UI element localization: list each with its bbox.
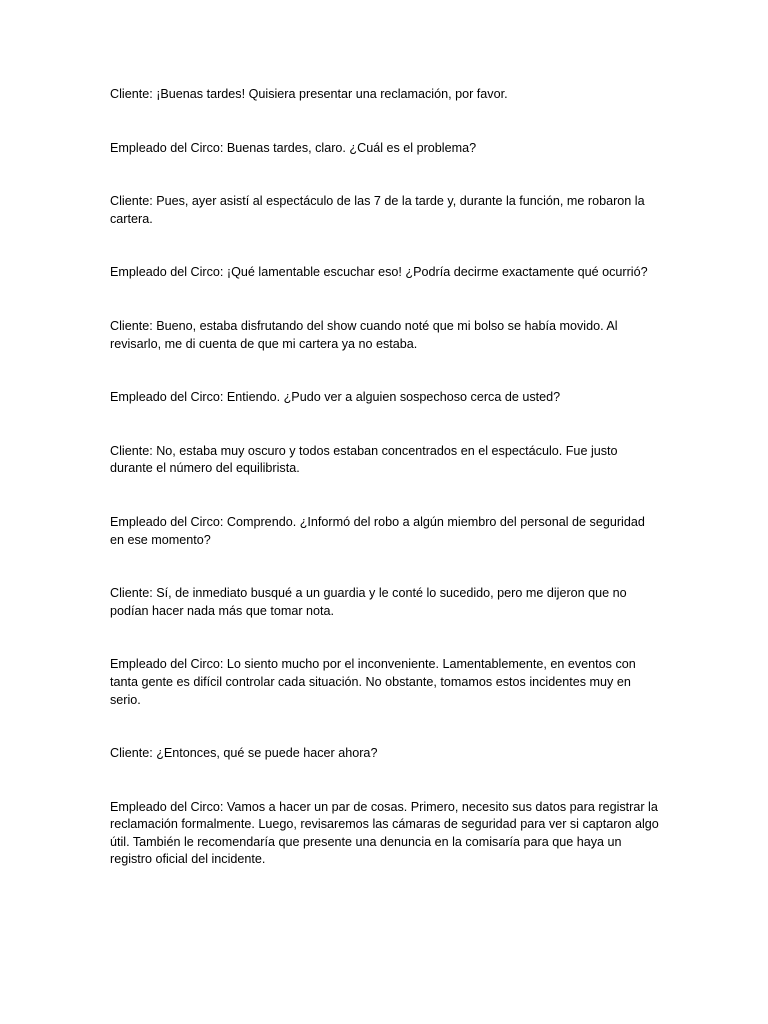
dialogue-line: Empleado del Circo: Buenas tardes, claro. ¿Cuál es el problema? <box>110 140 477 155</box>
dialogue-line: Empleado del Circo: Vamos a hacer un par de cosas. Primero, necesito sus datos para registrar la reclamación formalmente. Luego, revisaremos las cámaras de seguridad para ver si captaron algo útil. También le recomendaría que presente una denuncia en la comisaría para que haya un registro oficial del incidente. <box>110 799 659 867</box>
dialogue-line: Cliente: ¿Entonces, qué se puede hacer ahora? <box>110 746 378 761</box>
dialogue-line: Cliente: Sí, de inmediato busqué a un guardia y le conté lo sucedido, pero me dijeron que no podían hacer nada más que tomar nota. <box>110 586 627 618</box>
dialogue-line: Cliente: No, estaba muy oscuro y todos estaban concentrados en el espectáculo. Fue justo durante el número del equilibrista. <box>110 443 618 476</box>
dialogue-line: Cliente: ¡Buenas tardes! Quisiera presentar una reclamación, por favor. <box>110 87 508 101</box>
dialogue-body <box>110 86 662 905</box>
dialogue-line: Cliente: Bueno, estaba disfrutando del show cuando noté que mi bolso se había movido. Al revisarlo, me di cuenta de que mi cartera ya no estaba. <box>110 318 618 351</box>
dialogue-line: Empleado del Circo: Entiendo. ¿Pudo ver a alguien sospechoso cerca de usted? <box>110 390 561 405</box>
dialogue-line: Cliente: Pues, ayer asistí al espectáculo de las 7 de la tarde y, durante la función, me robaron la cartera. <box>110 194 645 226</box>
dialogue-line: Empleado del Circo: Comprendo. ¿Informó del robo a algún miembro del personal de seguridad en ese momento? <box>110 514 645 547</box>
dialogue-line: Empleado del Circo: Lo siento mucho por el inconveniente. Lamentablemente, en eventos con tanta gente es difícil controlar cada situación. No obstante, tomamos estos incidentes muy en serio. <box>110 657 636 707</box>
dialogue-line: Empleado del Circo: ¡Qué lamentable escuchar eso! ¿Podría decirme exactamente qué ocurrió? <box>110 265 648 280</box>
